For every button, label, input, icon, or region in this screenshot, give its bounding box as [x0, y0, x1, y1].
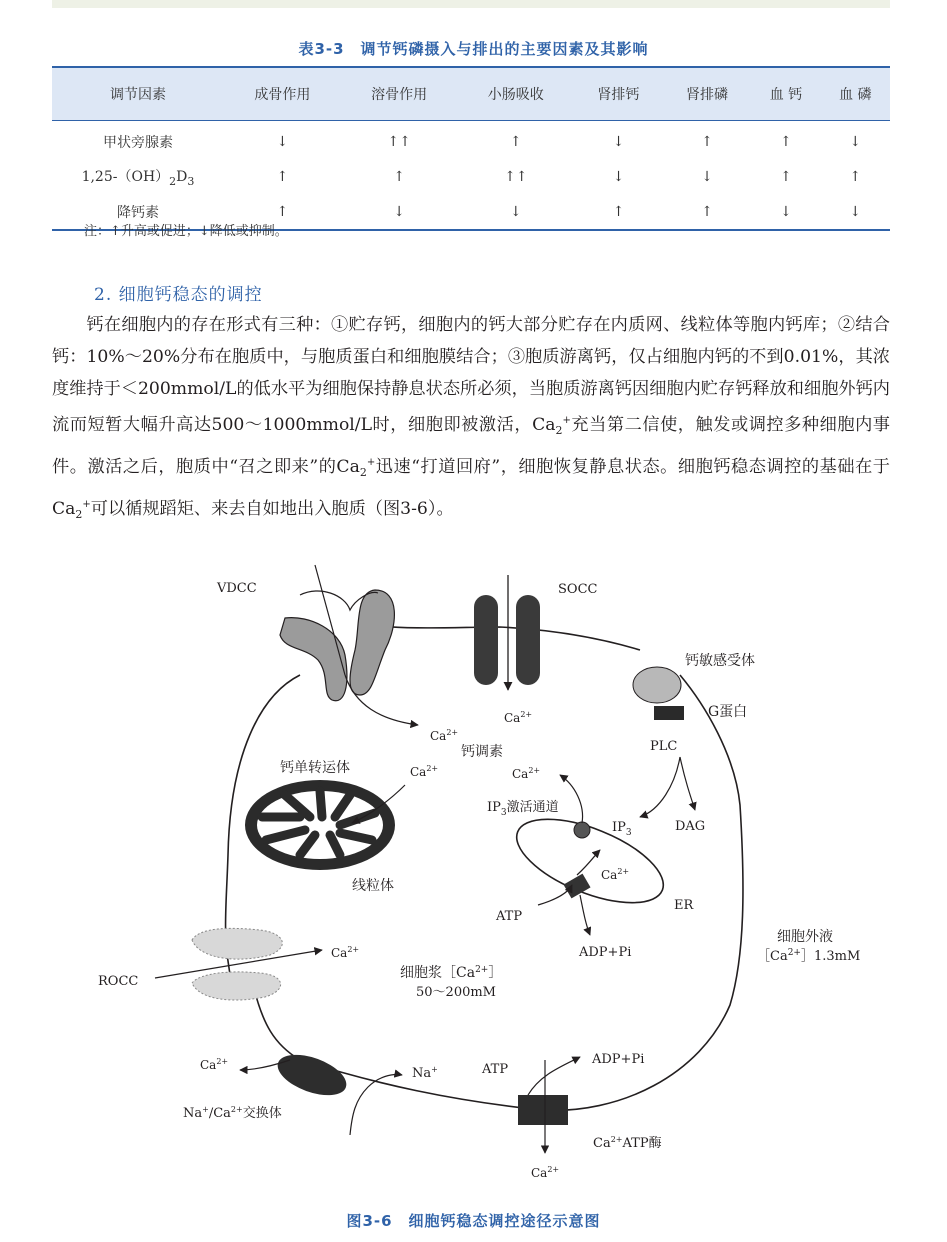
label-ca-pmca: $Ca^{2+}$: [531, 1165, 560, 1180]
section-heading: 2. 细胞钙稳态的调控: [94, 285, 263, 305]
table-cell: ↑: [701, 133, 713, 150]
label-ca-er: $Ca^{2+}$: [601, 867, 630, 882]
superscript: +: [562, 415, 571, 426]
table-cell: ↑: [849, 168, 862, 185]
table-cell: ↑: [276, 168, 289, 185]
arrow-plc-dag: [680, 757, 695, 810]
paragraph-text: [52, 309, 890, 531]
label-socc: SOCC: [558, 582, 598, 597]
label-ca-release: $Ca^{2+}$: [512, 766, 541, 781]
pmca-box: [518, 1095, 568, 1125]
label-dag: DAG: [675, 819, 706, 834]
header-intestinal-absorption: 小肠吸收: [457, 67, 574, 121]
subscript: 2: [75, 508, 83, 521]
table-header-row: [52, 67, 890, 121]
calcium-homeostasis-diagram: [0, 555, 947, 1205]
table-cell: ↑: [780, 133, 792, 150]
label-plc: PLC: [650, 739, 678, 754]
header-factor: 调节因素: [52, 67, 224, 121]
table-cell: ↑: [224, 194, 341, 230]
label-ca-vdcc: $Ca^{2+}$: [430, 728, 459, 743]
regulation-table: [52, 66, 890, 231]
label-adp-er: ADP+Pi: [579, 945, 632, 960]
label-atpase: $Ca^{2+}ATP$酶: [593, 1135, 662, 1151]
top-color-band: [52, 0, 890, 8]
arrow-ip3-release: [560, 775, 583, 823]
label-cytosol-range: 50～200mM: [416, 985, 496, 1000]
table-cell: ↑: [663, 194, 752, 230]
header-renal-ca: 肾排钙: [574, 67, 663, 121]
exchanger-body: [272, 1047, 351, 1104]
label-ca-socc: $Ca^{2+}$: [504, 710, 533, 725]
header-bone-formation: 成骨作用: [224, 67, 341, 121]
label-mitochondria: 线粒体: [352, 878, 394, 894]
figure-caption: 图3-6 细胞钙稳态调控途径示意图: [346, 1212, 601, 1230]
socc-channel: [474, 575, 540, 690]
rocc-channel: [155, 928, 322, 1000]
superscript: +: [366, 457, 376, 468]
superscript: +: [82, 499, 91, 510]
row-factor: [52, 159, 224, 194]
table-cell: ↓: [612, 133, 625, 150]
header-blood-ca: 血 钙: [751, 67, 820, 121]
label-uniporter: 钙单转运体: [280, 760, 350, 776]
ip3-channel-dot: [574, 822, 590, 838]
label-extra-conc: $[Ca^{2+}]1.3mM$: [757, 948, 861, 964]
table-cell: ↑↑: [387, 133, 411, 150]
text-run: 钙在细胞内的存在形式有三种：①贮存钙，细胞内的钙大部分贮存在内质网、线粒体等胞内钙库；②结合钙：10%～20%分布在胞质中，与胞质蛋白和细胞膜结合；③胞质游离钙，仅占细胞内钙的不到0.01%，其浓度维持于＜200mmol/L的低水平为细胞保持静息状态所必须，当胞质游离钙因细胞内贮存钙释放和细胞外钙内流而短暂大幅升高达500～1000mmol/L时，细胞即被激活，Ca: [52, 315, 890, 435]
text-run: 充当第二信使，触发或调控多种细胞内事件。激活之后，胞质中“召之即来”的Ca: [52, 415, 890, 477]
label-ca-mito: $Ca^{2+}$: [410, 764, 439, 779]
row-factor: 降钙素: [52, 194, 224, 230]
subscript: 2: [555, 424, 563, 437]
label-er: ER: [674, 898, 694, 913]
vdcc-channel: [280, 565, 418, 725]
table-cell: ↓: [821, 194, 890, 230]
label-ip3-channel: $IP_3$激活通道: [487, 800, 559, 818]
subscript: 2: [359, 466, 367, 479]
arrow-exchanger-na-in: [350, 1075, 402, 1136]
label-atp-er: ATP: [496, 909, 523, 924]
text-run: 迅速“打道回府”，细胞恢复静息状态。细胞钙稳态调控的基础在于Ca: [52, 457, 890, 519]
label-calmodulin: 钙调素: [461, 744, 503, 760]
factor-subscript: 3: [187, 174, 195, 188]
table-cell: ↓: [276, 133, 289, 150]
table-cell: ↑: [509, 133, 522, 150]
ca-sensing-receptor: [633, 667, 681, 703]
table-cell: ↑: [574, 194, 663, 230]
header-renal-p: 肾排磷: [663, 67, 752, 121]
label-ip3: $IP_3$: [612, 820, 632, 838]
arrow-adp-er: [580, 895, 590, 935]
label-cytosol: 细胞浆$[Ca^{2+}]$: [400, 965, 503, 981]
arrow-pmca-adp: [528, 1057, 580, 1095]
header-blood-p: 血 磷: [821, 67, 890, 121]
table-row: [52, 121, 890, 160]
table-cell: ↓: [701, 168, 713, 185]
label-ca-rocc: $Ca^{2+}$: [331, 945, 360, 960]
table-cell: ↓: [751, 194, 820, 230]
body-paragraph: [52, 309, 890, 531]
arrow-plc-ip3: [640, 757, 680, 817]
label-vdcc: VDCC: [217, 581, 257, 596]
label-rocc: ROCC: [98, 974, 139, 989]
arrow-ca-into-er: [577, 850, 600, 875]
table-cell: ↓: [457, 194, 574, 230]
row-factor: 甲状旁腺素: [103, 134, 173, 151]
table-cell: ↑: [393, 168, 405, 185]
text-run: 可以循规蹈矩、来去自如地出入胞质（图3-6）。: [90, 499, 454, 519]
table-cell: ↓: [341, 194, 458, 230]
label-atp-pm: ATP: [482, 1062, 509, 1077]
table-title: 表3-3 调节钙磷摄入与排出的主要因素及其影响: [298, 40, 649, 58]
factor-text: 1,25-（OH）: [81, 168, 170, 185]
label-exchanger: $Na^+/Ca^{2+}$交换体: [183, 1105, 282, 1121]
label-ca-exchanger: $Ca^{2+}$: [200, 1057, 229, 1072]
factor-text: D: [176, 168, 188, 185]
table-note: 注：↑升高或促进；↓降低或抑制。: [84, 224, 288, 239]
mitochondrion: [245, 780, 395, 870]
table-cell: ↑↑: [504, 168, 528, 185]
label-na: Na+: [412, 1065, 438, 1081]
label-g-protein: G蛋白: [708, 704, 748, 720]
table-cell: ↓: [612, 168, 625, 185]
header-bone-resorption: 溶骨作用: [341, 67, 458, 121]
table-cell: ↑: [780, 168, 792, 185]
factor-subscript: 2: [169, 174, 177, 188]
label-adp-pm: ADP+Pi: [592, 1052, 645, 1067]
g-protein-box: [654, 706, 684, 720]
table-row: [52, 159, 890, 194]
table-cell: ↓: [849, 133, 862, 150]
label-extracellular: 细胞外液: [777, 929, 833, 945]
label-ca-sensor: 钙敏感受体: [685, 653, 755, 669]
